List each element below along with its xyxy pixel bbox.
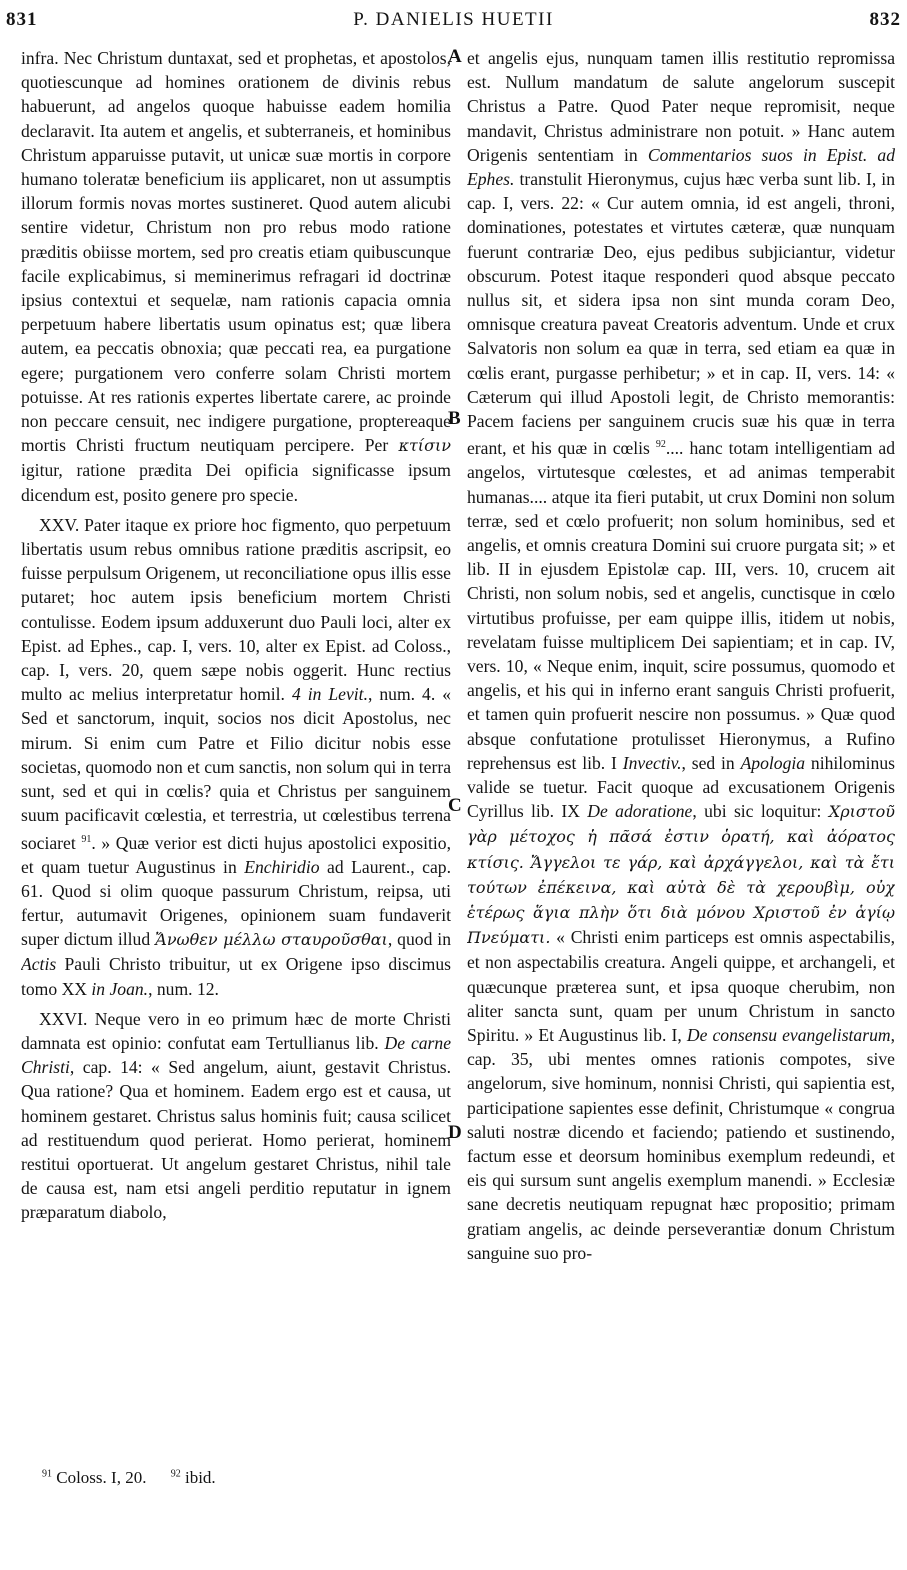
margin-letter-a: A	[448, 46, 462, 67]
left-column	[21, 46, 451, 1446]
page-header	[0, 0, 907, 40]
footnote-ref: 92	[655, 439, 666, 451]
paragraph: infra. Nec Christum duntaxat, sed et prophetas, et apostolos, quotiescunque ad homines orationem de divinis rebus habuerunt, ad angelos quoque habuisse eadem homilia declaravit. Ita autem et angelis, et subterraneis, et hominibus Christum apparuisse putavit, ut unicæ suæ mortis in corpore humano toleratæ beneficium iis applicaret, non ut assumptis illorum formis novas mortes sustineret. Quod autem alicubi sentire videtur, Christum non pro rebus modo ratione præditis obiisse mortem, sed pro creatis etiam quibuscunque facile explicabimus, si meminerimus refragari id doctrinæ ipsius contextui et sequelæ, nam rationis capacia omnia perpetuum habere libertatis usum opinatus est; quæ libera autem, ea peccatis obnoxia; quæ peccati rea, ea purgatione egere; purgationem vero conferre solam Christi mortem potuisse. At res rationis expertes libertate carere, ac proinde non peccare censuit, nec indigere purgatione, proptereaque mortis Christi fructum neutiquam percipere. Per κτίσιν igitur, ratione prædita Dei opificia significasse ipsum dicendum est, posito genere pro specie.	[21, 48, 451, 505]
section-xxvi: XXVI. Neque vero in eo primum hæc de morte Christi damnata est opinio: confutat eam Tertullianus lib. De carne Christi, cap. 14: « Sed angelum, aiunt, gestavit Christus. Qua ratione? Qua et hominem. Eadem ergo est et causa, ut hominem gestaret. Christus salus hominis fuit; causa scilicet ad restituendum quod perierat. Homo perierat, hominem restitui oportuerat. Ut angelum gestaret Christus, nihil tale de causa est, nam etsi angeli perditio reputatur in ignem præparatum diabolo,	[21, 1008, 451, 1223]
section-xxv: XXV. Pater itaque ex priore hoc figmento, quo perpetuum libertatis usum rebus omnibus ratione præditis ascripsit, eo fuisse perpulsum Origenem, ut reconciliatione opus illis esse putaret; hoc autem ipsis beneficium mortem Christi contulisse. Eodem ipsum adduxerunt duo Pauli loci, alter ex Epist. ad Ephes., cap. I, vers. 10, alter ex Epist. ad Coloss., cap. I, vers. 20, quem sæpe nobis oggerit. Hunc rectius multo ac melius interpretatur homil. 4 in Levit., num. 4. « Sed et sanctorum, inquit, socios nos dicit Apostolus, nec mirum. Si enim cum Patre et Filio dicitur nobis esse societas, quomodo non et cum sanctis, non solum qui in terra sunt, sed et qui in cœlis? quia et Christus per sanguinem suum pacificavit cœlestia, et terrestria, ut cœlestibus terrena sociaret $^{91}$. » Quæ verior est dicti hujus apostolici expositio, et quam tuetur Augustinus in Enchiridio ad Laurent., cap. 61. Quod si olim quoque passurum Christum, reipsa, uti fertur, autumavit Origenes, opinionem suam fundaverit super dictum illud Ἄνωθεν μέλλω σταυροῦσθαι, quod in Actis Pauli Christo tribuitur, ut ex Origene ipso discimus tomo XX in Joan., num. 12.	[21, 514, 451, 999]
margin-letter-c: C	[448, 795, 462, 816]
greek-text: Χριστοῦ γὰρ μέτοχος ἡ πᾶσά ἐστιν ὁρατή, καὶ ἀόρατος κτίσις. Ἄγγελοι τε γάρ, καὶ ἀρχάγγελοι, καὶ τὰ ἔτι τούτων ἐπέκεινα, καὶ αὐτὰ δὲ τὰ χερουβὶμ, οὐχ ἑτέρως ἅγια πλὴν ὅτι διὰ μόνου Χριστοῦ ἐν ἁγίῳ Πνεύματι.	[467, 802, 895, 948]
margin-letter-d: D	[448, 1122, 462, 1143]
page-number-left: 831	[6, 9, 38, 30]
greek-text: κτίσιν	[398, 436, 451, 456]
paragraph: et angelis ejus, nunquam tamen illis restitutio repromissa est. Nullum mandatum de salute angelorum suscepit Christus a Patre. Quod Pater neque repromisit, neque mandavit, Christus administrare non potuit. » Hanc autem Origenis sententiam in Commentarios suos in Epist. ad Ephes. transtulit Hieronymus, cujus hæc verba sunt lib. I, in cap. I, vers. 22: « Cur autem omnia, id est angeli, throni, dominationes, potestates et virtutes cæteræ, quæ nunquam fuerunt contrariæ Deo, ejus pedibus subjiciantur, videtur obscurum. Potest itaque responderi quod absque peccato nullus sit, et sidera ipsa non sint munda coram Deo, omnisque creatura paveat Creatoris adventum. Unde et crux Salvatoris non solum ea quæ in terra, sed etiam ea quæ in cœlis erant, purgasse perhibetur; » et in cap. II, vers. 14: « Cæterum qui illud Apostoli legit, de Christo memorantis: Pacem faciens per sanguinem crucis suæ his quæ in terra erant, et his quæ in cœlis $^{92}$.... hanc totam intelligentiam ad angelos, virtutesque cœlestes, et ad animas temperabit humanas.... atque ita fieri putabit, ut crux Domini non solum terræ, sed et cœlo profuerit; non solum hominibus, sed et angelis, et omnis creatura Domini sui cruore purgata sit; » et lib. II in ejusdem Epistolæ cap. III, vers. 10, crucem ait Christi, non solum nobis, sed et angelis, cunctisque in cœlo virtutibus profuisse, per eam quippe illis, itidem ut nobis, revelatam fuisse multiplicem Dei sapientiam; et in cap. IV, vers. 10, « Neque enim, inquit, scire possumus, quomodo et angelis, et his qui in inferno erant sanguis Christi profuerit, et tamen quin profuerit nescire non possumus. » Quæ quod absque confutatione protulisset Hieronymus, a Rufino reprehensus est lib. I Invectiv., sed in Apologia nihilominus valide se tuetur. Facit quoque ad excusationem Origenis Cyrillus lib. IX De adoratione, ubi sic loquitur: Χριστοῦ γὰρ μέτοχος ἡ πᾶσά ἐστιν ὁρατή, καὶ ἀόρατος κτίσις. Ἄγγελοι τε γάρ, καὶ ἀρχάγγελοι, καὶ τὰ ἔτι τούτων ἐπέκεινα, καὶ αὐτὰ δὲ τὰ χερουβὶμ, οὐχ ἑτέρως ἅγια πλὴν ὅτι διὰ μόνου Χριστοῦ ἐν ἁγίῳ Πνεύματι. « Christi enim particeps est omnis aspectabilis, et non aspectabilis creatura. Angeli quippe, et archangeli, et quæcunque præterea sunt, et ipsa quoque cherubim, non aliter sancta sunt, quam per unum Christum in sancto Spiritu. » Et Augustinus lib. I, De consensu evangelistarum, cap. 35, ubi mentes omnes rationis compotes, sive angelorum, sive hominum, nonnisi Christi, qui sapientia est, participatione sapientes esse definit, Christumque « congrua saluti nostræ dicendo et faciendo; patiendo et sustinendo, factum esse et deorsum hominibus exemplum redeundi, et eis qui sursum sunt angelis exemplum manendi. » Ecclesiæ sane decretis neutiquam repugnat hæc propositio; primam gratiam angelis, ac deinde perseverantiæ donum Christum sanguine suo pro-	[467, 48, 895, 1263]
footnote-ref: 91	[81, 833, 92, 845]
running-title: P. DANIELIS HUETII	[353, 9, 554, 30]
page-number-right: 832	[869, 9, 901, 30]
greek-text: Ἄνωθεν μέλλω σταυροῦσθαι	[155, 930, 388, 950]
margin-letter-b: B	[448, 408, 461, 429]
footnotes	[42, 1468, 236, 1488]
right-column	[467, 46, 895, 1446]
footnote-91: $^{91}$ Coloss. I, 20.	[42, 1468, 147, 1487]
footnote-92: $^{92}$ ibid.	[170, 1468, 216, 1487]
